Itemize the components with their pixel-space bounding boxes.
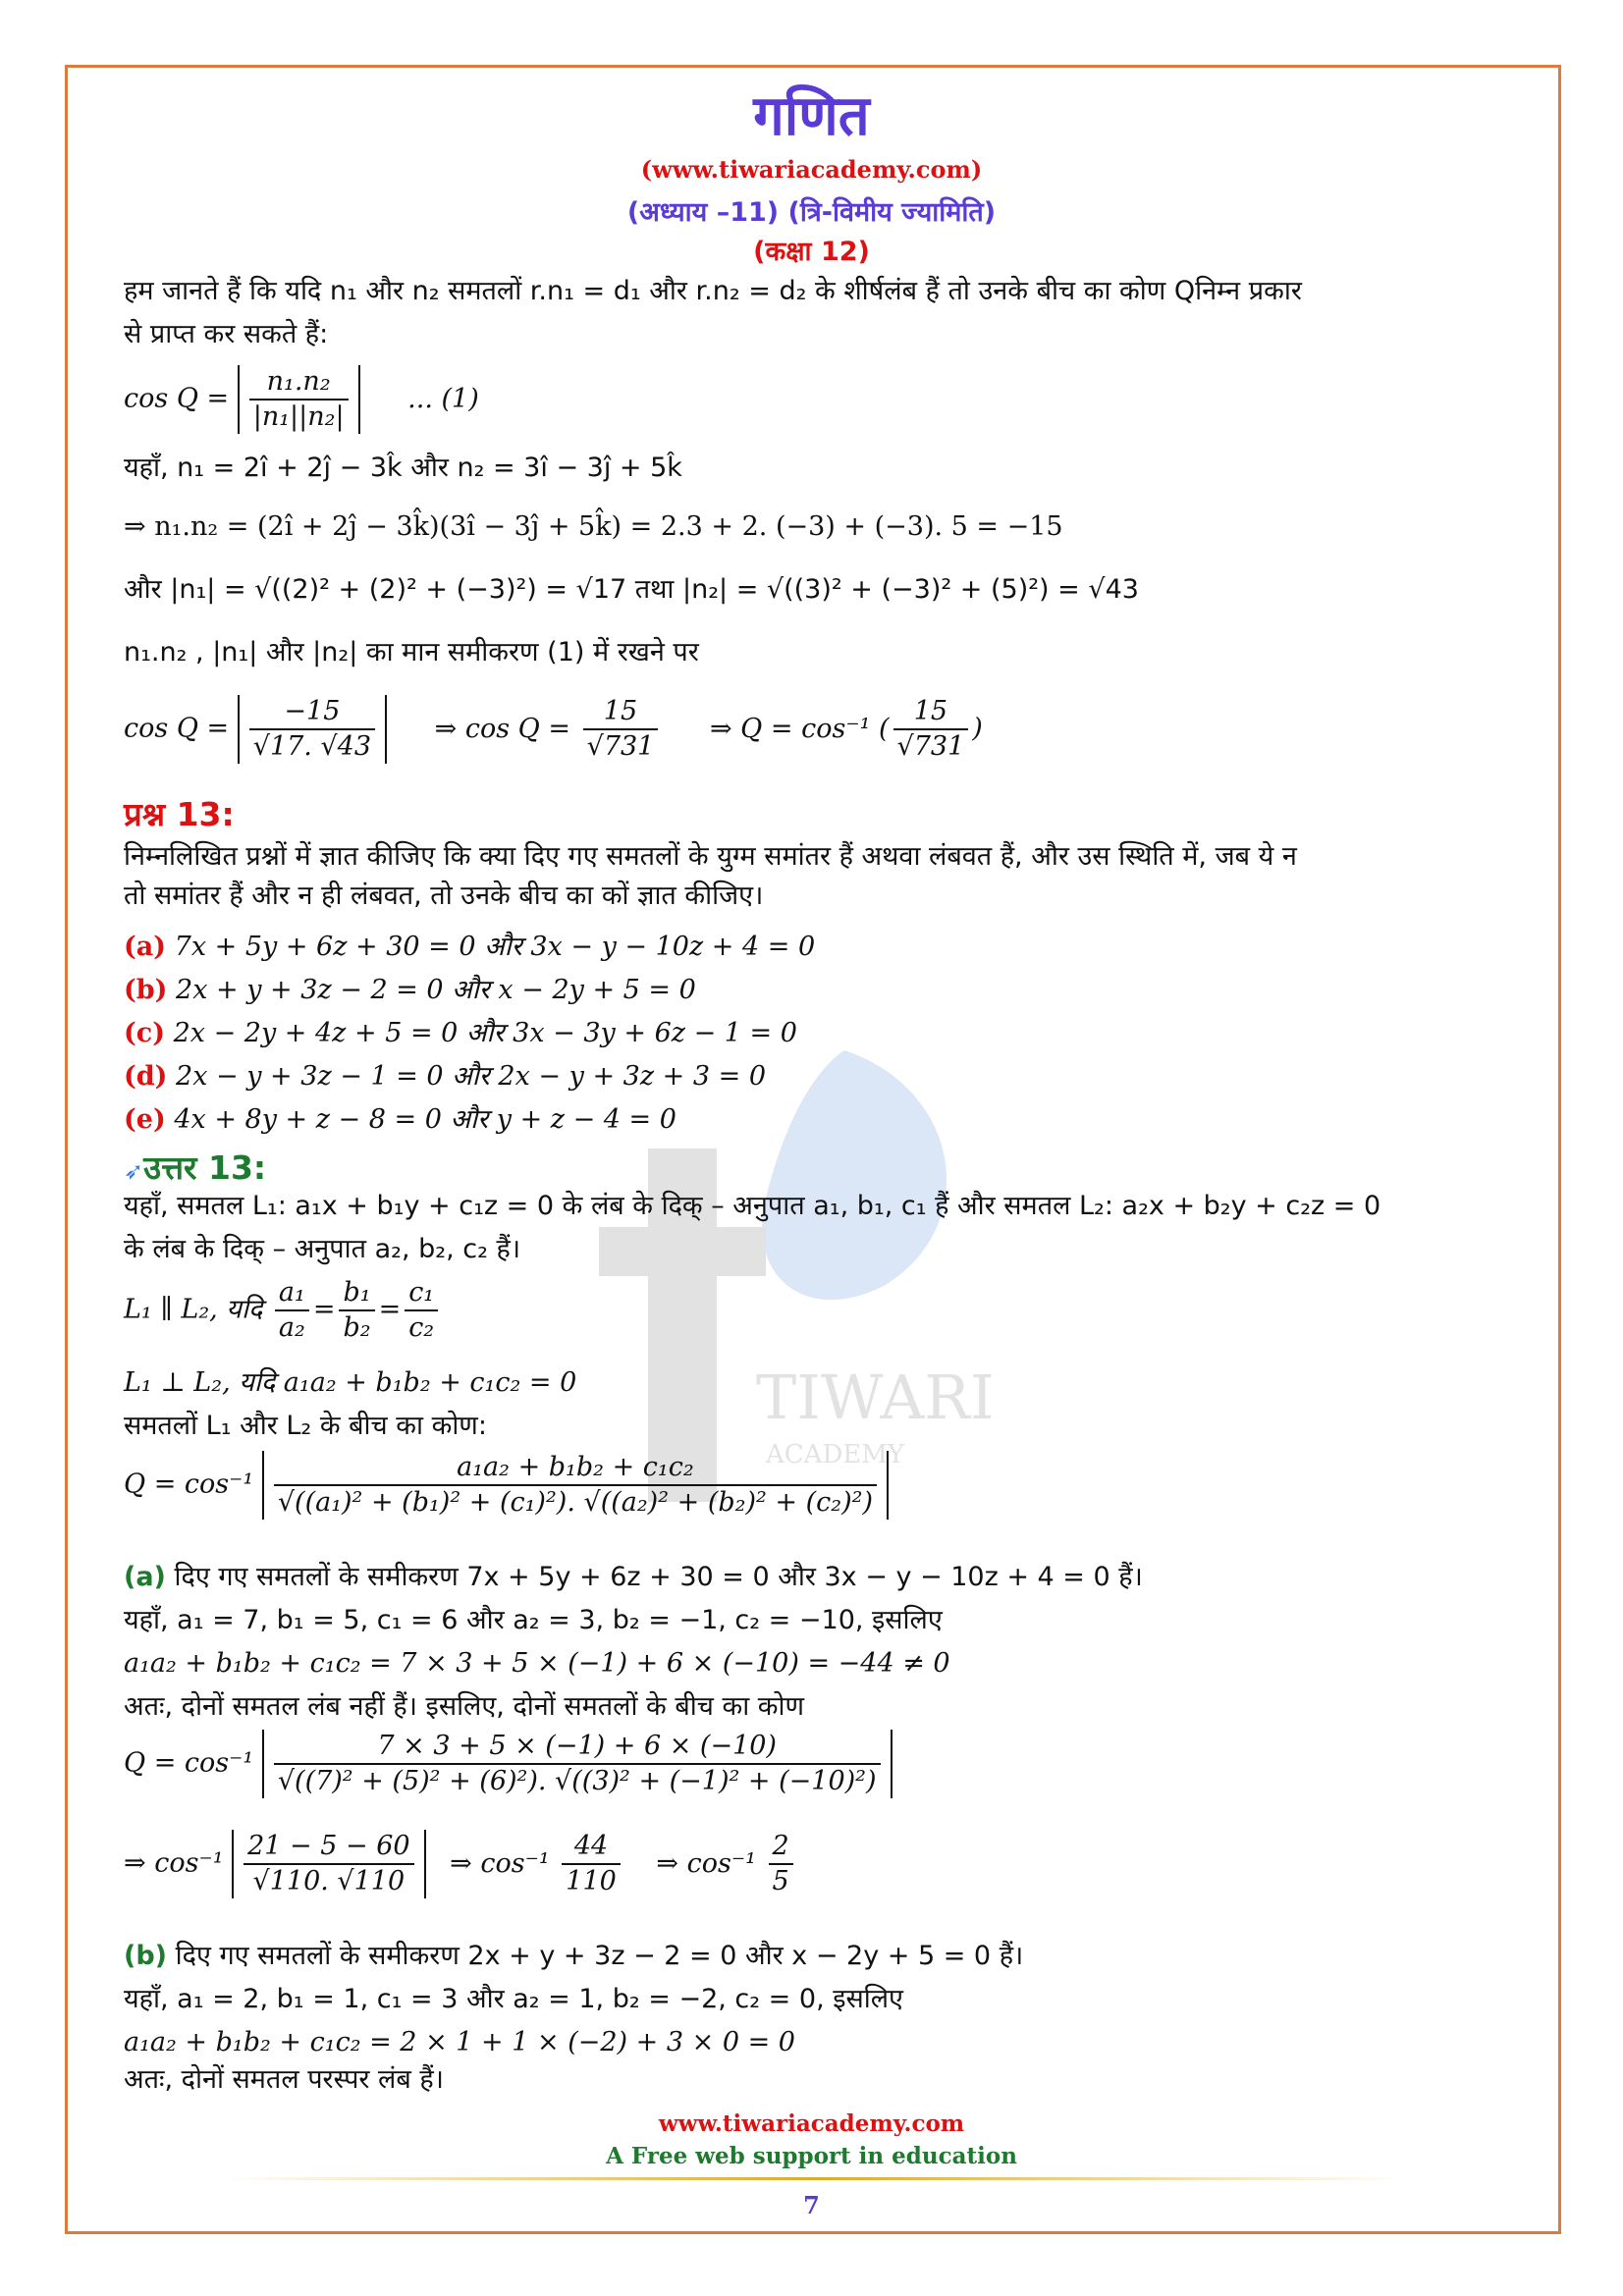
question-part-b xyxy=(124,974,696,1007)
formula-lhs: Q = cos⁻¹ xyxy=(124,1468,254,1500)
eq2-den2: √731 xyxy=(586,731,655,762)
part-a-result xyxy=(124,1830,797,1898)
angle-formula xyxy=(124,1451,889,1520)
part-b-line-3: a₁a₂ + b₁b₂ + c₁c₂ = 2 × 1 + 1 × (−2) + 3 × 0 = 0 xyxy=(124,2027,795,2057)
answer-heading-text: उत्तर 13: xyxy=(143,1148,267,1187)
parallel-lhs: L₁ ∥ L₂, यदि xyxy=(124,1294,263,1325)
eq2-den: √17. √43 xyxy=(252,731,372,762)
part-equation: 2x − y + 3z − 1 = 0 और 2x − y + 3z + 3 = 0 xyxy=(176,1061,767,1092)
frac-den: b₂ xyxy=(343,1312,371,1343)
class-heading: (कक्षा 12) xyxy=(753,237,870,267)
part-a-formula xyxy=(124,1730,893,1798)
footer-rule xyxy=(226,2177,1404,2180)
intro-line-1: हम जानते हैं कि यदि n₁ और n₂ समतलों r.n₁ = d₁ और r.n₂ = d₂ के शीर्षलंब हैं तो उनके बीच का कोण Qनिम्न प्रकार xyxy=(124,276,1302,306)
question-part-d xyxy=(124,1060,766,1094)
part-b-line-4: अतः, दोनों समतल परस्पर लंब हैं। xyxy=(124,2064,444,2095)
result-1-prefix: ⇒ cos⁻¹ xyxy=(124,1847,224,1879)
frac-den: c₂ xyxy=(408,1312,435,1343)
parallel-condition: L₁ ∥ L₂, यदि $\frac{\text{a₁}}{\text{a₂}}$ = $\frac{\text{b₁}}{\text{b₂}}$ = $\frac{\text{c₁}}{\text{c₂}}$ xyxy=(124,1276,442,1345)
intro-line-2: से प्राप्त कर सकते हैं: xyxy=(124,319,329,349)
eq1-num: n₁.n₂ xyxy=(249,365,349,400)
frac-num: b₁ xyxy=(339,1276,374,1311)
formula-num: 7 × 3 + 5 × (−1) + 6 × (−10) xyxy=(274,1730,881,1765)
result-1-den: √110. √110 xyxy=(252,1866,406,1896)
eq2-c: ⇒ Q = cos⁻¹ ( xyxy=(709,713,890,744)
eq2-num2: 15 xyxy=(583,695,659,730)
result-3-prefix: ⇒ cos⁻¹ xyxy=(656,1847,756,1879)
footer-tagline: A Free web support in education xyxy=(606,2143,1017,2169)
part-a-line-2: यहाँ, a₁ = 7, b₁ = 5, c₁ = 6 और a₂ = 3, b₂ = −1, c₂ = −10, इसलिए xyxy=(124,1605,943,1635)
eq2-a: cos Q = xyxy=(124,713,230,744)
part-label: (a) xyxy=(124,932,167,962)
question-heading: प्रश्न 13: xyxy=(124,795,235,833)
eq1-den: |n₁||n₂| xyxy=(252,401,345,432)
part-equation: 2x + y + 3z − 2 = 0 और x − 2y + 5 = 0 xyxy=(176,975,696,1005)
part-a-label: (a) xyxy=(124,1562,166,1592)
intro-line-6: n₁.n₂ , |n₁| और |n₂| का मान समीकरण (1) में रखने पर xyxy=(124,637,699,667)
watermark-text: TIWARI xyxy=(756,1362,995,1433)
formula-den: √((a₁)² + (b₁)² + (c₁)²). √((a₂)² + (b₂)² + (c₂)²) xyxy=(277,1487,873,1518)
header-site: (www.tiwariacademy.com) xyxy=(640,155,983,184)
perpendicular-condition: L₁ ⊥ L₂, यदि a₁a₂ + b₁b₂ + c₁c₂ = 0 xyxy=(124,1367,577,1398)
formula-num: a₁a₂ + b₁b₂ + c₁c₂ xyxy=(274,1451,877,1486)
eq2-close: ) xyxy=(972,713,983,744)
result-2-den: 110 xyxy=(566,1866,617,1896)
part-label: (d) xyxy=(124,1061,168,1092)
question-text-2: तो समांतर हैं और न ही लंबवत, तो उनके बीच का कों ज्ञात कीजिए। xyxy=(124,881,764,911)
question-part-c xyxy=(124,1017,797,1050)
intro-line-4: ⇒ n₁.n₂ = (2î + 2ĵ − 3k̂)(3î − 3ĵ + 5k̂) = 2.3 + 2. (−3) + (−3). 5 = −15 xyxy=(124,511,1063,542)
question-text-1: निम्नलिखित प्रश्नों में ज्ञात कीजिए कि क्या दिए गए समतलों के युग्म समांतर हैं अथवा लंबवत हैं, और उस स्थिति में, जब ये न xyxy=(124,841,1297,872)
frac-num: c₁ xyxy=(405,1276,438,1311)
watermark-subtext: ACADEMY xyxy=(766,1440,905,1469)
equation-1 xyxy=(124,365,479,434)
angle-text: समतलों L₁ और L₂ के बीच का कोण: xyxy=(124,1411,487,1441)
part-equation: 7x + 5y + 6z + 30 = 0 और 3x − y − 10z + 4 = 0 xyxy=(174,932,816,962)
equation-2 xyxy=(124,695,983,764)
intro-line-3: यहाँ, n₁ = 2î + 2ĵ − 3k̂ और n₂ = 3î − 3ĵ + 5k̂ xyxy=(124,453,682,483)
eq2-den3: √731 xyxy=(896,731,965,762)
answer-heading xyxy=(124,1145,266,1189)
formula-den: √((7)² + (5)² + (6)²). √((3)² + (−1)² + (−10)²) xyxy=(277,1766,877,1796)
formula-lhs: Q = cos⁻¹ xyxy=(124,1747,254,1779)
part-equation: 4x + 8y + z − 8 = 0 और y + z − 4 = 0 xyxy=(174,1104,676,1135)
bird-icon: ➶ xyxy=(124,1157,144,1185)
part-a-intro xyxy=(124,1561,1143,1594)
part-b-line-2: यहाँ, a₁ = 2, b₁ = 1, c₁ = 3 और a₂ = 1, b₂ = −2, c₂ = 0, इसलिए xyxy=(124,1984,903,2014)
answer-line-2: के लंब के दिक् – अनुपात a₂, b₂, c₂ हैं। xyxy=(124,1234,521,1264)
footer-site: www.tiwariacademy.com xyxy=(658,2110,965,2137)
chapter-heading: (अध्याय –11) (त्रि-विमीय ज्यामिति) xyxy=(626,197,997,228)
result-2-prefix: ⇒ cos⁻¹ xyxy=(450,1847,550,1879)
part-b-label: (b) xyxy=(124,1941,168,1971)
frac-den: a₂ xyxy=(278,1312,305,1343)
result-3-den: 5 xyxy=(772,1866,789,1896)
result-2-num: 44 xyxy=(562,1830,621,1865)
answer-line-1: यहाँ, समतल L₁: a₁x + b₁y + c₁z = 0 के लंब के दिक् – अनुपात a₁, b₁, c₁ हैं और समतल L₂: a₂x + b₂y + c₂z = 0 xyxy=(124,1191,1381,1221)
eq2-num3: 15 xyxy=(893,695,969,730)
eq1-tag: ... (1) xyxy=(407,383,479,414)
frac-num: a₁ xyxy=(275,1276,309,1311)
part-b-text: दिए गए समतलों के समीकरण 2x + y + 3z − 2 = 0 और x − 2y + 5 = 0 हैं। xyxy=(175,1941,1024,1971)
page-title: गणित xyxy=(753,84,870,148)
part-a-line-4: अतः, दोनों समतल लंब नहीं हैं। इसलिए, दोनों समतलों के बीच का कोण xyxy=(124,1691,805,1722)
part-label: (e) xyxy=(124,1104,166,1135)
part-a-text: दिए गए समतलों के समीकरण 7x + 5y + 6z + 30 = 0 और 3x − y − 10z + 4 = 0 हैं। xyxy=(174,1562,1143,1592)
eq2-b: ⇒ cos Q = xyxy=(434,713,571,744)
part-a-line-3: a₁a₂ + b₁b₂ + c₁c₂ = 7 × 3 + 5 × (−1) + 6 × (−10) = −44 ≠ 0 xyxy=(124,1648,950,1679)
part-label: (c) xyxy=(124,1018,165,1048)
part-b-intro xyxy=(124,1940,1023,1973)
part-label: (b) xyxy=(124,975,168,1005)
page-number: 7 xyxy=(803,2191,820,2219)
intro-line-5: और |n₁| = √((2)² + (2)² + (−3)²) = √17 तथा |n₂| = √((3)² + (−3)² + (5)²) = √43 xyxy=(124,574,1139,605)
question-part-e xyxy=(124,1103,676,1137)
eq2-num: −15 xyxy=(249,695,375,730)
result-3-num: 2 xyxy=(769,1830,793,1865)
result-1-num: 21 − 5 − 60 xyxy=(243,1830,413,1865)
question-part-a xyxy=(124,931,815,964)
part-equation: 2x − 2y + 4z + 5 = 0 और 3x − 3y + 6z − 1 = 0 xyxy=(173,1018,797,1048)
eq1-lhs: cos Q = xyxy=(124,383,230,414)
